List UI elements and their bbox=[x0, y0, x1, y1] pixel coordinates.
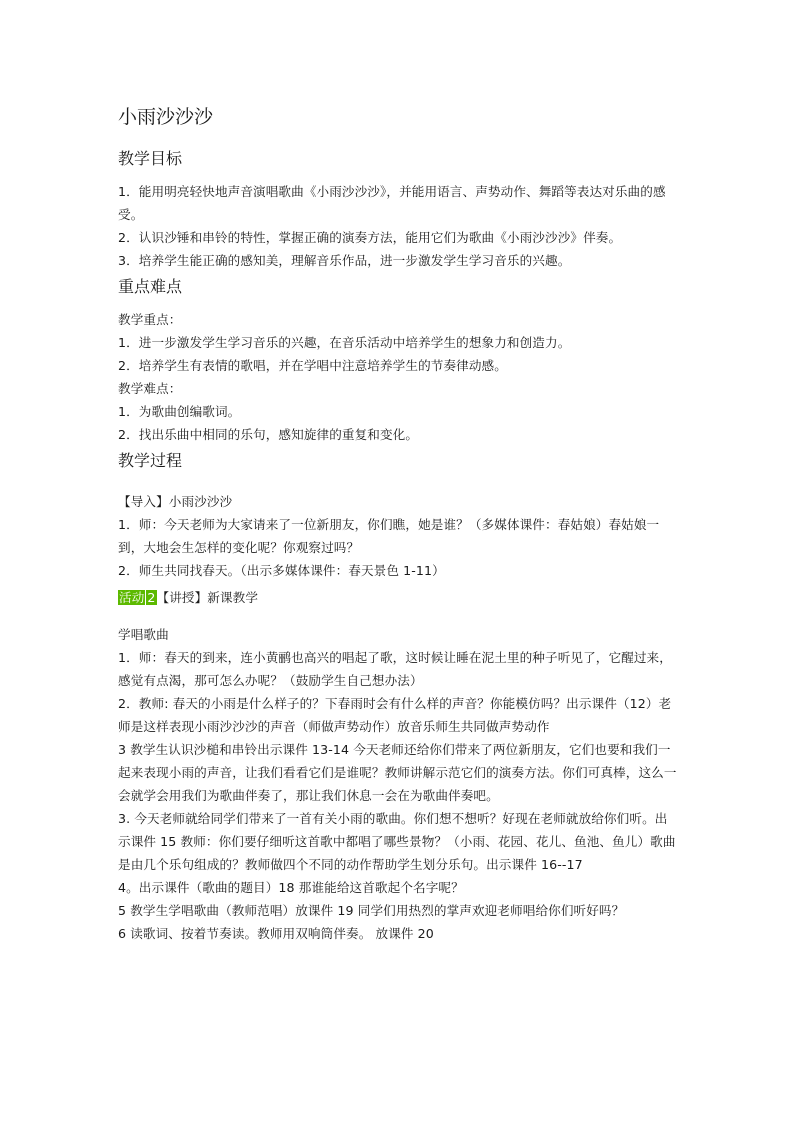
process-line-6: 5 教学生学唱歌曲（教师范唱）放课件 19 同学们用热烈的掌声欢迎老师唱给你们听好吗？ bbox=[118, 903, 625, 918]
key-point-line-1: 1．进一步激发学生学习音乐的兴趣，在音乐活动中培养学生的想象力和创造力。 bbox=[118, 335, 571, 350]
intro-line-2: 2．师生共同找春天。（出示多媒体课件：春天景色 1-11） bbox=[118, 563, 445, 578]
activity-number: 2 bbox=[147, 590, 156, 605]
intro-title: 【导入】小雨沙沙沙 bbox=[118, 494, 233, 509]
section-heading-goals: 教学目标 bbox=[118, 149, 183, 168]
process-line-5: 4。出示课件（歌曲的题目）18 那谁能给这首歌起个名字呢？ bbox=[118, 880, 464, 895]
process-line-4: 3. 今天老师就给同学们带来了一首有关小雨的歌曲。你们想不想听？好现在老师就放给你们听。出示课件 15 教师：你们要仔细听这首歌中都唱了哪些景物？（小雨、花园、花儿、鱼池、鱼儿）歌曲是由几个乐句组成的？教师做四个不同的动作帮助学生划分乐句。出示课件 16--17 bbox=[118, 811, 676, 872]
process-line-2: 2．教师: 春天的小雨是什么样子的？下春雨时会有什么样的声音？你能模仿吗？出示课件（12）老师是这样表现小雨沙沙沙的声音（师做声势动作）放音乐师生共同做声势动作 bbox=[118, 696, 672, 734]
difficulty-line-1: 1．为歌曲创编歌词。 bbox=[118, 404, 241, 419]
process-line-1: 1．师：春天的到来，连小黄鹂也高兴的唱起了歌，这时候让睡在泥土里的种子听见了，它醒过来，感觉有点渴，那可怎么办呢？（鼓励学生自己想办法） bbox=[118, 650, 672, 688]
key-points-label: 教学重点： bbox=[118, 312, 182, 327]
document-page bbox=[118, 104, 678, 945]
goal-line-2: 2．认识沙锤和串铃的特性，掌握正确的演奏方法，能用它们为歌曲《小雨沙沙沙》伴奏。 bbox=[118, 230, 622, 245]
process-line-3: 3 教学生认识沙槌和串铃出示课件 13-14 今天老师还给你们带来了两位新朋友，它们也要和我们一起来表现小雨的声音，让我们看看它们是谁呢？教师讲解示范它们的演奏方法。你们可真棒，这么一会就学会用我们为歌曲伴奏了，那让我们休息一会在为歌曲伴奏吧。 bbox=[118, 742, 677, 803]
section-heading-key-points: 重点难点 bbox=[118, 277, 183, 296]
activity-badge: 活动 bbox=[119, 590, 145, 605]
document-title: 小雨沙沙沙 bbox=[118, 106, 214, 128]
key-point-line-2: 2．培养学生有表情的歌唱，并在学唱中注意培养学生的节奏律动感。 bbox=[118, 358, 507, 373]
section-heading-process: 教学过程 bbox=[118, 451, 183, 470]
sub-heading-learn-song: 学唱歌曲 bbox=[118, 627, 169, 642]
goal-line-1: 1．能用明亮轻快地声音演唱歌曲《小雨沙沙沙》，并能用语言、声势动作、舞蹈等表达对乐曲的感受。 bbox=[118, 184, 666, 222]
activity-heading bbox=[118, 586, 678, 609]
process-line-7: 6 读歌词、按着节奏读。教师用双响筒伴奏。 放课件 20 bbox=[118, 926, 434, 941]
activity-title: 【讲授】新课教学 bbox=[156, 590, 259, 605]
goal-line-3: 3．培养学生能正确的感知美，理解音乐作品，进一步激发学生学习音乐的兴趣。 bbox=[118, 253, 571, 268]
difficulty-line-2: 2．找出乐曲中相同的乐句，感知旋律的重复和变化。 bbox=[118, 427, 419, 442]
intro-line-1: 1．师：今天老师为大家请来了一位新朋友，你们瞧，她是谁？（多媒体课件：春姑娘）春姑娘一到，大地会生怎样的变化呢？你观察过吗？ bbox=[118, 517, 660, 555]
difficulty-label: 教学难点： bbox=[118, 381, 182, 396]
